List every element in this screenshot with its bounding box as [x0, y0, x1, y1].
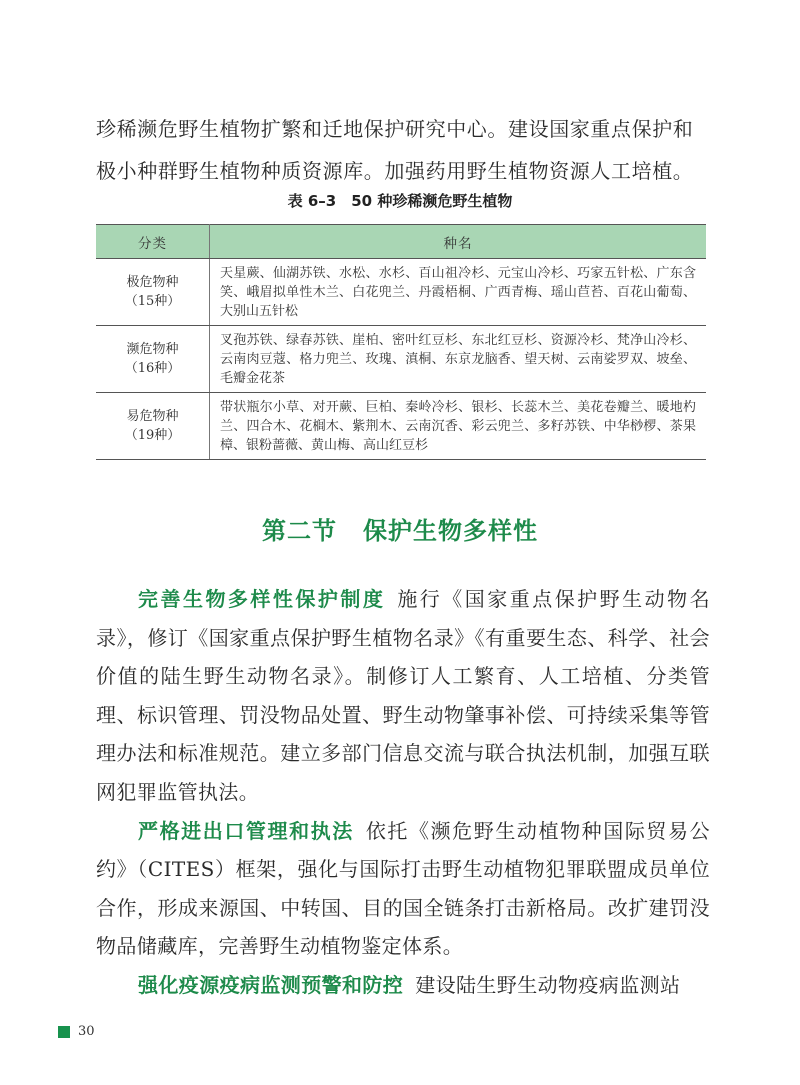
paragraph-text: 依托《濒危野生动植物种国际贸易公约》（CITES）框架，强化与国际打击野生动植物犯罪联盟成员单位合作，形成来源国、中转国、目的国全链条打击新格局。改扩建罚没物品储藏库，完善野生动植物鉴定体系。: [96, 818, 710, 959]
species-table: [96, 224, 706, 460]
intro-text: [96, 108, 710, 192]
section-title: 保护生物多样性: [363, 517, 538, 545]
intro-line: 珍稀濒危野生植物扩繁和迁地保护研究中心。建设国家重点保护和: [96, 117, 694, 141]
category-label: 易危物种: [126, 409, 179, 424]
species-cell: 带状瓶尔小草、对开蕨、巨柏、秦岭冷杉、银杉、长蕊木兰、美花卷瓣兰、暖地杓兰、四合木、花榈木、紫荆木、云南沉香、彩云兜兰、多籽苏铁、中华桫椤、茶果樟、银粉蔷薇、黄山梅、高山红豆杉: [210, 393, 707, 460]
table-caption: 表 6–3 50 种珍稀濒危野生植物: [287, 192, 513, 210]
category-label: 濒危物种: [126, 342, 179, 357]
paragraph-lead: 强化疫源疫病监测预警和防控: [138, 972, 404, 997]
species-cell: 天星蕨、仙湖苏铁、水松、水杉、百山祖冷杉、元宝山冷杉、巧家五针松、广东含笑、峨眉拟单性木兰、白花兜兰、丹霞梧桐、广西青梅、瑶山苣苔、百花山葡萄、大别山五针松: [210, 259, 707, 326]
category-count: （16种）: [124, 361, 181, 376]
header-species: 种名: [210, 225, 707, 259]
category-cell: [96, 259, 210, 326]
table-row: [96, 326, 706, 393]
table-header-row: [96, 225, 706, 259]
paragraph-lead: 严格进出口管理和执法: [138, 818, 354, 843]
category-cell: [96, 326, 210, 393]
section-heading: [0, 511, 800, 546]
paragraph: [96, 966, 710, 1005]
page-footer: [58, 1024, 95, 1039]
intro-line: 极小种群野生植物种质资源库。加强药用野生植物资源人工培植。: [96, 159, 694, 183]
page-number: 30: [78, 1024, 95, 1039]
table-row: [96, 259, 706, 326]
category-count: （19种）: [124, 428, 181, 443]
body-text: [96, 580, 710, 1005]
table-row: [96, 393, 706, 460]
paragraph-text: 建设陆生野生动物疫病监测站: [415, 972, 681, 997]
paragraph-text: 施行《国家重点保护野生动物名录》，修订《国家重点保护野生植物名录》《有重要生态、科学、社会价值的陆生野生动物名录》。制修订人工繁育、人工培植、分类管理、标识管理、罚没物品处置、野生动物肇事补偿、可持续采集等管理办法和标准规范。建立多部门信息交流与联合执法机制，加强互联网犯罪监管执法。: [96, 587, 710, 804]
paragraph-lead: 完善生物多样性保护制度: [138, 587, 386, 611]
category-label: 极危物种: [126, 275, 179, 290]
section-number: 第二节: [262, 517, 337, 545]
species-cell: 叉孢苏铁、绿春苏铁、崖柏、密叶红豆杉、东北红豆杉、资源冷杉、梵净山冷杉、云南肉豆蔻、格力兜兰、玫瑰、滇桐、东京龙脑香、望天树、云南娑罗双、坡垒、毛瓣金花茶: [210, 326, 707, 393]
category-count: （15种）: [124, 294, 181, 309]
category-cell: [96, 393, 210, 460]
paragraph: [96, 580, 710, 812]
paragraph: [96, 812, 710, 966]
page-marker-icon: [58, 1026, 70, 1038]
header-category: 分类: [96, 225, 210, 259]
